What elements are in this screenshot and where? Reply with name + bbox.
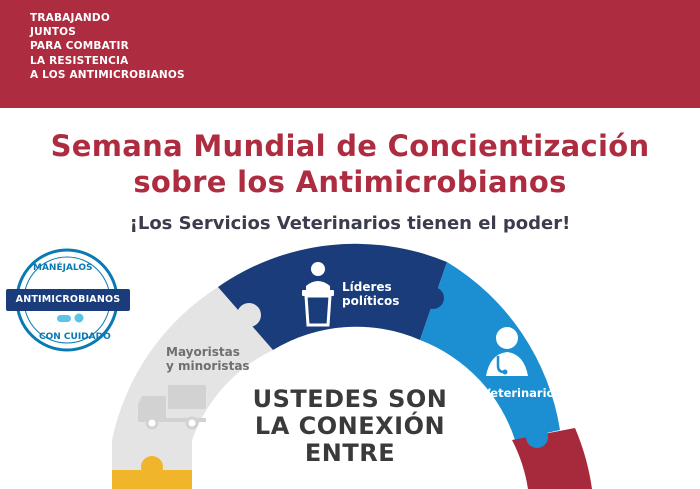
- segment-label-line: Líderes: [342, 280, 392, 294]
- segment-label-veterinarios: Veterinarios: [482, 386, 562, 400]
- segment-label-mayoristas: [166, 345, 250, 373]
- puzzle-knob: [141, 456, 163, 478]
- title-line-1: Semana Mundial de Concientización: [50, 129, 650, 163]
- center-line-3: ENTRE: [304, 439, 396, 467]
- segment-label-line: políticos: [342, 294, 400, 308]
- puzzle-knob: [526, 426, 548, 448]
- center-line-1: USTEDES SON: [252, 385, 448, 413]
- center-message: [232, 386, 468, 467]
- banner-line: LA RESISTENCIA: [30, 54, 129, 67]
- segment-label-lideres: [342, 280, 399, 308]
- center-line-2: LA CONEXIÓN: [254, 412, 446, 440]
- badge-top-text: MANÉJALOS: [33, 263, 93, 273]
- badge-bottom-text: CON CUIDADO: [39, 332, 111, 342]
- banner-line: JUNTOS: [30, 26, 77, 39]
- page-subtitle: ¡Los Servicios Veterinarios tienen el poder!: [129, 213, 571, 234]
- banner-line: TRABAJANDO: [30, 12, 110, 24]
- puzzle-knob: [237, 303, 261, 327]
- badge-band-text: ANTIMICROBIANOS: [6, 289, 130, 311]
- segment-label-line: y minoristas: [166, 359, 250, 373]
- banner-line: A LOS ANTIMICROBIANOS: [30, 68, 185, 81]
- title-line-2: sobre los Antimicrobianos: [133, 165, 567, 199]
- banner-line: PARA COMBATIR: [30, 40, 129, 53]
- segment-label-line: Mayoristas: [166, 345, 240, 359]
- puzzle-knob: [422, 287, 444, 309]
